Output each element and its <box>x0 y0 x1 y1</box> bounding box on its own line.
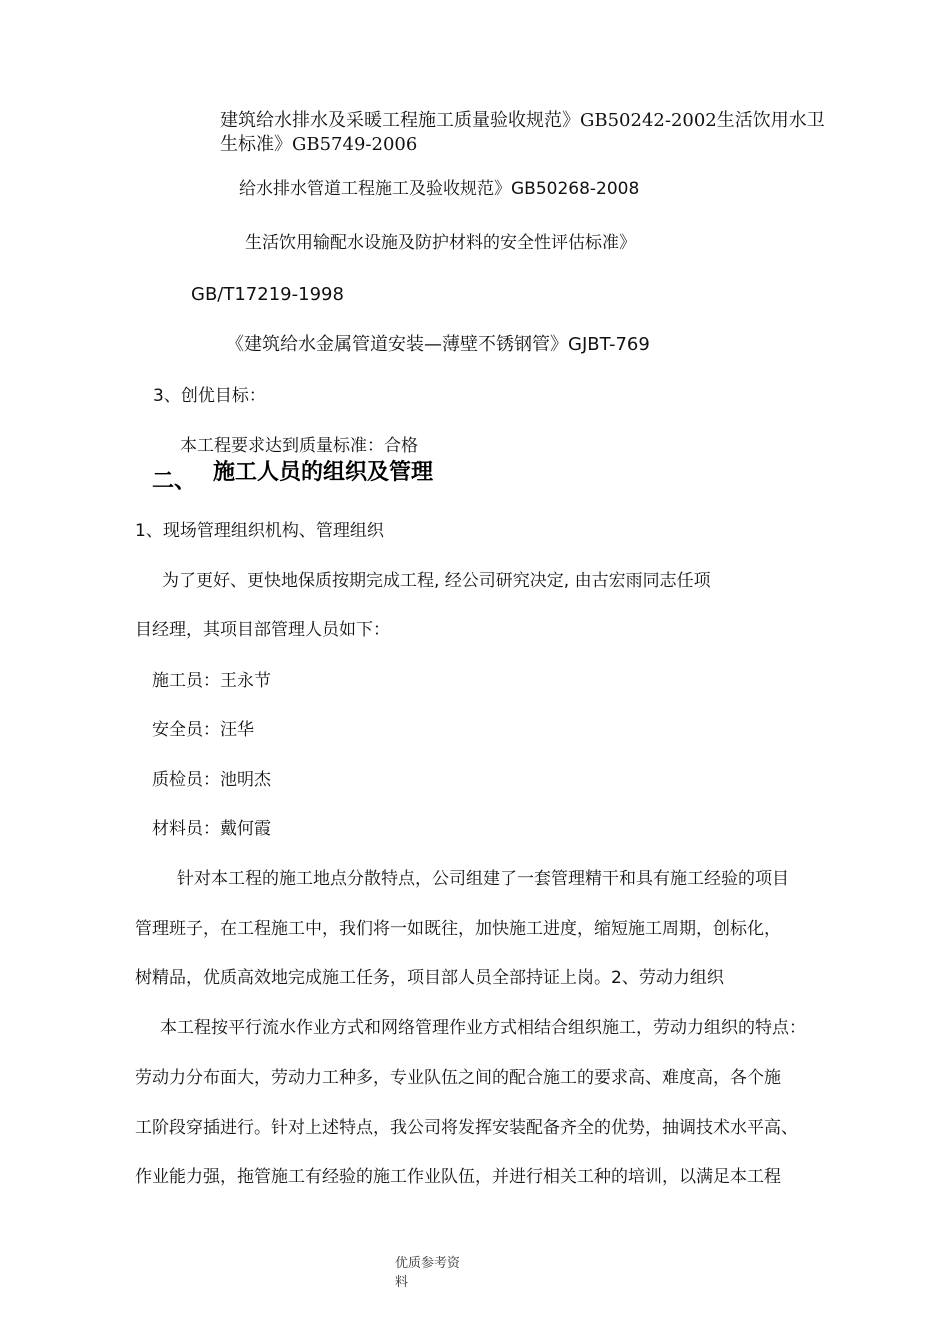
footer-text-line-2: 料 <box>395 1275 409 1290</box>
ref-line-4: 生活饮用输配水设施及防护材料的安全性评估标准》 <box>245 233 636 253</box>
staff-item: 质检员：池明杰 <box>152 770 271 790</box>
ref-line-2: 生标准》GB5749-2006 <box>220 134 418 155</box>
org-paragraph-line: 管理班子，在工程施工中，我们将一如既往，加快施工进度，缩短施工周期，创标化， <box>135 919 781 939</box>
staff-item: 施工员：王永节 <box>152 671 271 691</box>
staff-item: 安全员：汪华 <box>152 720 254 740</box>
goal-heading: 3、创优目标： <box>153 386 266 406</box>
org-paragraph-line: 树精品，优质高效地完成施工任务，项目部人员全部持证上岗。2、劳动力组织 <box>135 968 724 988</box>
org-paragraph-line: 针对本工程的施工地点分散特点，公司组建了一套管理精干和具有施工经验的项目 <box>177 869 789 889</box>
section-number: 二、 <box>152 469 197 494</box>
ref-line-3: 给水排水管道工程施工及验收规范》GB50268-2008 <box>239 179 640 199</box>
footer-text-line-1: 优质参考资 <box>395 1256 461 1271</box>
org-intro-2: 目经理，其项目部管理人员如下： <box>135 620 390 640</box>
labor-paragraph-line: 工阶段穿插进行。针对上述特点，我公司将发挥安装配备齐全的优势，抽调技术水平高、 <box>135 1118 798 1138</box>
ref-line-1: 建筑给水排水及采暖工程施工质量验收规范》GB50242-2002生活饮用水卫 <box>220 110 825 131</box>
ref-line-6: 《建筑给水金属管道安装—薄壁不锈钢管》GJBT-769 <box>226 334 650 355</box>
labor-paragraph-line: 本工程按平行流水作业方式和网络管理作业方式相结合组织施工，劳动力组织的特点： <box>160 1018 806 1038</box>
section-title: 施工人员的组织及管理 <box>213 460 434 485</box>
labor-paragraph-line: 劳动力分布面大，劳动力工种多，专业队伍之间的配合施工的要求高、难度高，各个施 <box>135 1068 781 1088</box>
staff-item: 材料员：戴何霞 <box>152 819 271 839</box>
org-heading: 1、现场管理组织机构、管理组织 <box>135 521 384 541</box>
org-intro-1: 为了更好、更快地保质按期完成工程, 经公司研究决定, 由古宏雨同志任项 <box>162 571 711 591</box>
ref-line-5: GB/T17219-1998 <box>191 284 344 305</box>
labor-paragraph-line: 作业能力强，拖管施工有经验的施工作业队伍，并进行相关工种的培训，以满足本工程 <box>135 1167 781 1187</box>
goal-text: 本工程要求达到质量标准：合格 <box>180 436 418 456</box>
